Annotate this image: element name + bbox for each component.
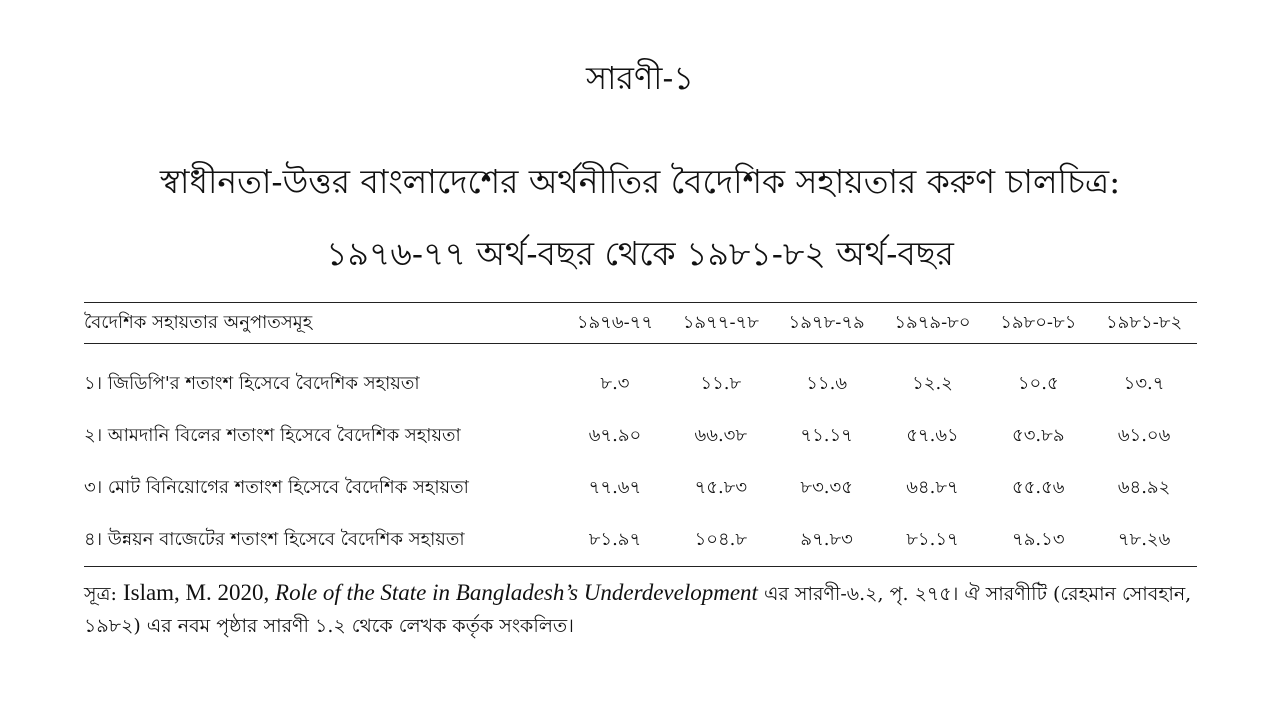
header-year-cell: ১৯৮০-৮১ (1000, 311, 1077, 333)
header-label-cell: বৈদেশিক সহায়তার অনুপাতসমূহ (84, 311, 313, 333)
table-row (84, 462, 1197, 514)
value-cell: ৬১.০৬ (1117, 424, 1171, 446)
table-title-line-2: ১৯৭৬-৭৭ অর্থ-বছর থেকে ১৯৮১-৮২ অর্থ-বছর (326, 234, 954, 273)
value-cell: ৬৪.৯২ (1117, 476, 1171, 498)
value-cell: ৮৩.৩৫ (800, 476, 853, 498)
value-cell: ৭৮.২৬ (1117, 528, 1171, 550)
value-cell: ৭৫.৮৩ (694, 476, 748, 498)
value-cell: ১১.৬ (806, 372, 848, 394)
header-year-cell: ১৯৮১-৮২ (1105, 311, 1183, 333)
source-note (84, 577, 1204, 642)
value-cell: ১০.৫ (1017, 372, 1059, 394)
header-year-cell: ১৯৭৮-৭৯ (788, 311, 865, 333)
table-title-line-1: স্বাধীনতা-উত্তর বাংলাদেশের অর্থনীতির বৈদেশিক সহায়তার করুণ চালচিত্র: (159, 162, 1121, 201)
value-cell: ১১.৮ (700, 372, 742, 394)
row-label-cell: ২। আমদানি বিলের শতাংশ হিসেবে বৈদেশিক সহায়তা (84, 424, 461, 446)
value-cell: ১০৪.৮ (694, 528, 748, 550)
value-cell: ৬৭.৯০ (588, 424, 642, 446)
value-cell: ৭১.১৭ (800, 424, 853, 446)
value-cell: ৫৭.৬১ (906, 424, 959, 446)
foreign-aid-ratio-table (84, 302, 1197, 567)
value-cell: ৬৬.৩৮ (694, 424, 748, 446)
table-row (84, 410, 1197, 462)
value-cell: ৮.৩ (600, 372, 630, 394)
value-cell: ৬৪.৮৭ (906, 476, 959, 498)
header-year-cell: ১৯৭৬-৭৭ (576, 311, 654, 333)
table-row (84, 344, 1197, 411)
value-cell: ১২.২ (912, 372, 953, 394)
value-cell: ৮১.১৭ (906, 528, 959, 550)
source-prefix: সূত্র: (84, 583, 123, 605)
row-label-cell: ৩। মোট বিনিয়োগের শতাংশ হিসেবে বৈদেশিক সহায়তা (84, 476, 469, 498)
table-header-row (84, 303, 1197, 344)
source-suffix: এর সারণী-৬.২, পৃ. ২৭৫। ঐ সারণীটি (রেহমান সোবহান, ১৯৮২) এর নবম পৃষ্ঠার সারণী ১.২ থেকে লেখক কর্তৃক সংকলিত। (84, 583, 1192, 637)
value-cell: ৭৭.৬৭ (588, 476, 642, 498)
value-cell: ৫৩.৮৯ (1012, 424, 1065, 446)
value-cell: ৭৯.১৩ (1012, 528, 1065, 550)
table-row (84, 514, 1197, 567)
row-label-cell: ১। জিডিপি'র শতাংশ হিসেবে বৈদেশিক সহায়তা (84, 372, 420, 394)
value-cell: ৫৫.৫৬ (1012, 476, 1065, 498)
value-cell: ৯৭.৮৩ (800, 528, 853, 550)
row-label-cell: ৪। উন্নয়ন বাজেটের শতাংশ হিসেবে বৈদেশিক সহায়তা (84, 528, 465, 550)
header-year-cell: ১৯৭৭-৭৮ (682, 311, 759, 333)
table-number-heading: সারণী-১ (585, 59, 695, 97)
value-cell: ৮১.৯৭ (588, 528, 642, 550)
source-author: Islam, M. 2020, (122, 580, 276, 605)
value-cell: ১৩.৭ (1123, 372, 1165, 394)
header-year-cell: ১৯৭৯-৮০ (894, 311, 971, 333)
source-book-title: Role of the State in Bangladesh’s Underdevelopment (275, 580, 758, 605)
